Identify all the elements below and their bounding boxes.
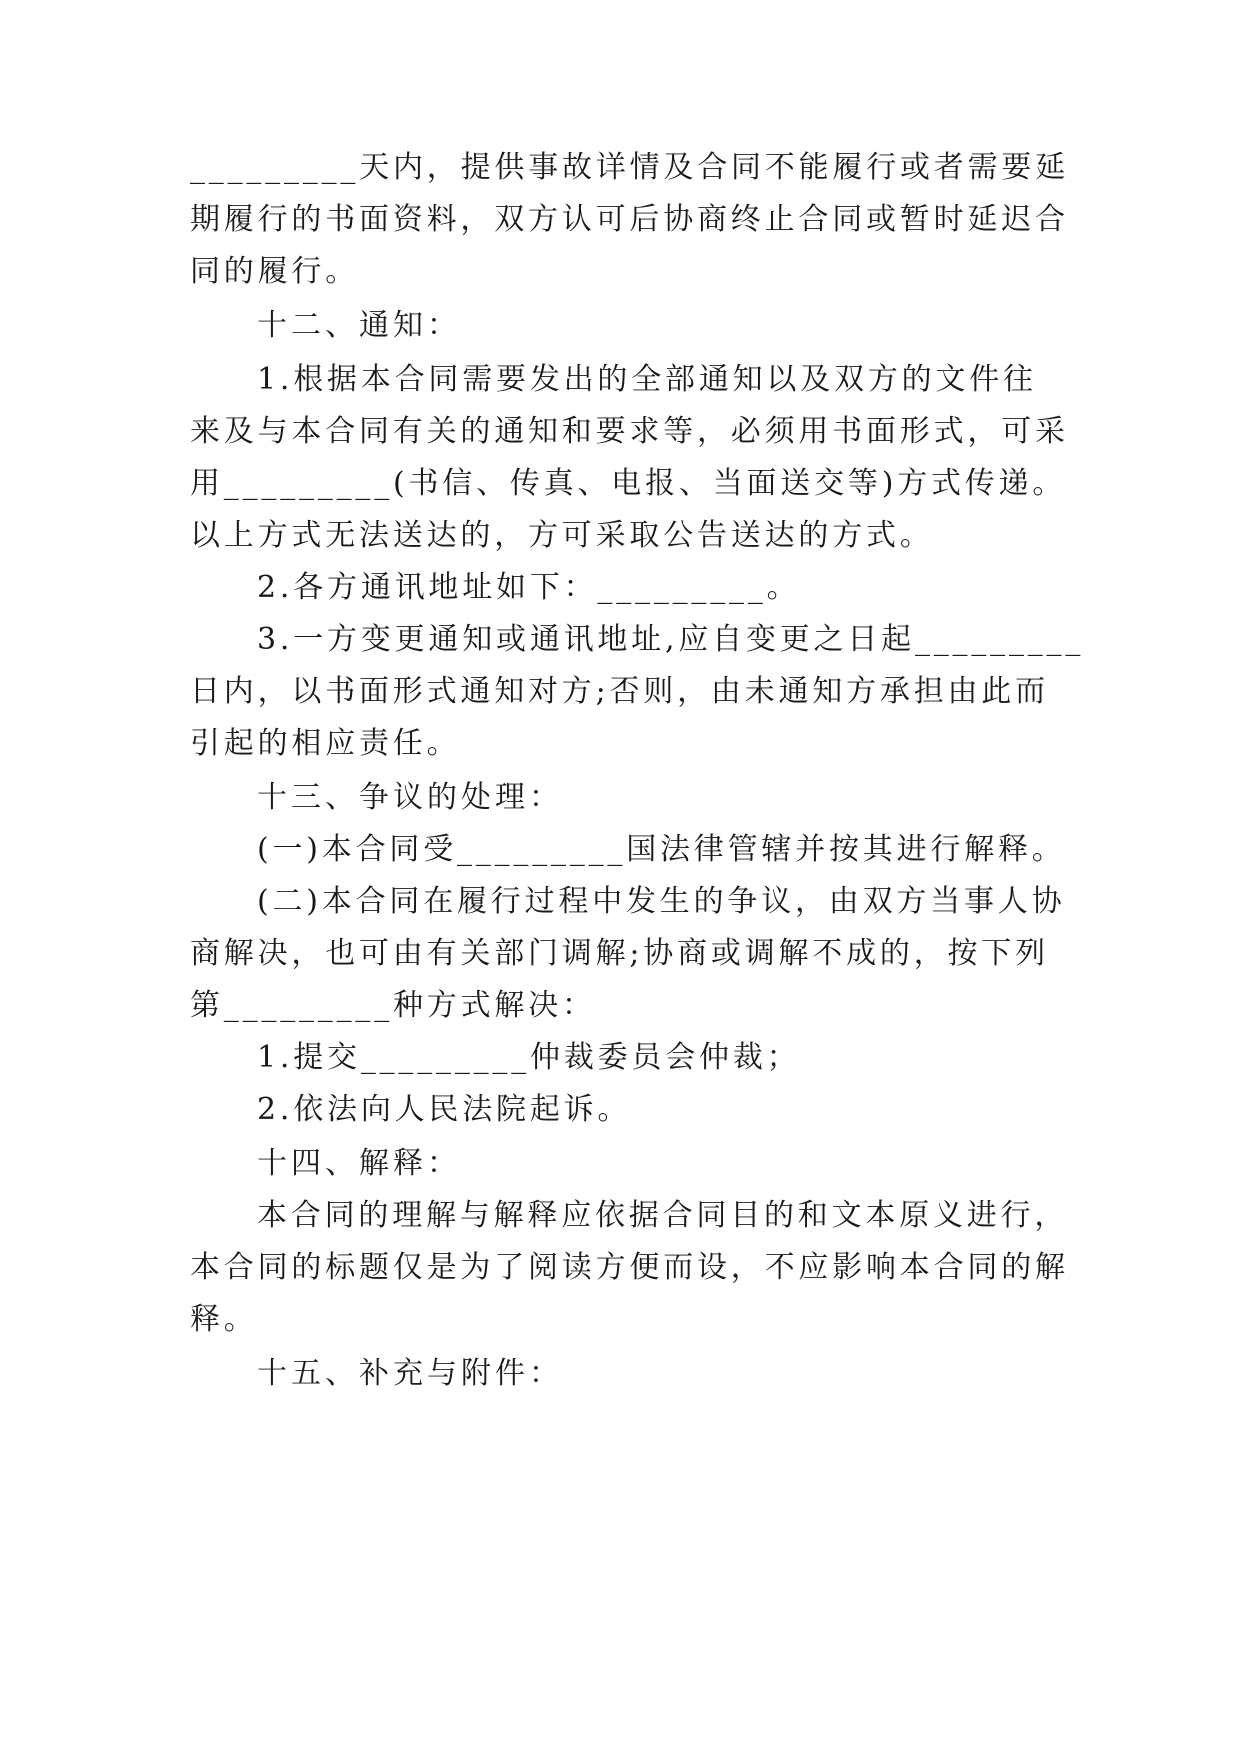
text-line: (一)本合同受_________国法律管辖并按其进行解释。 [257, 832, 1066, 867]
text-line: 第_________种方式解决： [190, 988, 596, 1023]
section-heading-notice: 十二、通知： [257, 308, 461, 343]
text-line: 本合同的理解与解释应依据合同目的和文本原义进行， [257, 1198, 1069, 1233]
text-line: 2.各方通讯地址如下：_________。 [257, 570, 801, 605]
text-line: 同的履行。 [190, 254, 359, 289]
section-heading-supplement: 十五、补充与附件： [257, 1356, 563, 1391]
section-heading-dispute: 十三、争议的处理： [257, 780, 563, 815]
text-line: _________天内，提供事故详情及合同不能履行或者需要延 [190, 150, 1069, 185]
text-line: 日内，以书面形式通知对方;否则，由未通知方承担由此而 [190, 674, 1049, 709]
text-line: 本合同的标题仅是为了阅读方便而设，不应影响本合同的解 [190, 1250, 1069, 1285]
text-line: 用_________(书信、传真、电报、当面送交等)方式传递。 [190, 466, 1067, 501]
text-line: 1.提交_________仲裁委员会仲裁； [257, 1040, 801, 1075]
text-line: 2.依法向人民法院起诉。 [257, 1092, 632, 1127]
text-line: 商解决，也可由有关部门调解;协商或调解不成的，按下列 [190, 936, 1049, 971]
text-line: 3.一方变更通知或通讯地址,应自变更之日起_________ [257, 622, 1085, 657]
text-line: 以上方式无法送达的，方可采取公告送达的方式。 [190, 518, 934, 553]
text-line: 来及与本合同有关的通知和要求等，必须用书面形式，可采 [190, 414, 1069, 449]
text-line: (二)本合同在履行过程中发生的争议，由双方当事人协 [257, 884, 1066, 919]
text-line: 释。 [190, 1302, 258, 1337]
text-line: 期履行的书面资料，双方认可后协商终止合同或暂时延迟合 [190, 202, 1069, 237]
section-heading-interpretation: 十四、解释： [257, 1146, 461, 1181]
text-line: 1.根据本合同需要发出的全部通知以及双方的文件往 [257, 362, 1037, 397]
text-line: 引起的相应责任。 [190, 726, 461, 761]
